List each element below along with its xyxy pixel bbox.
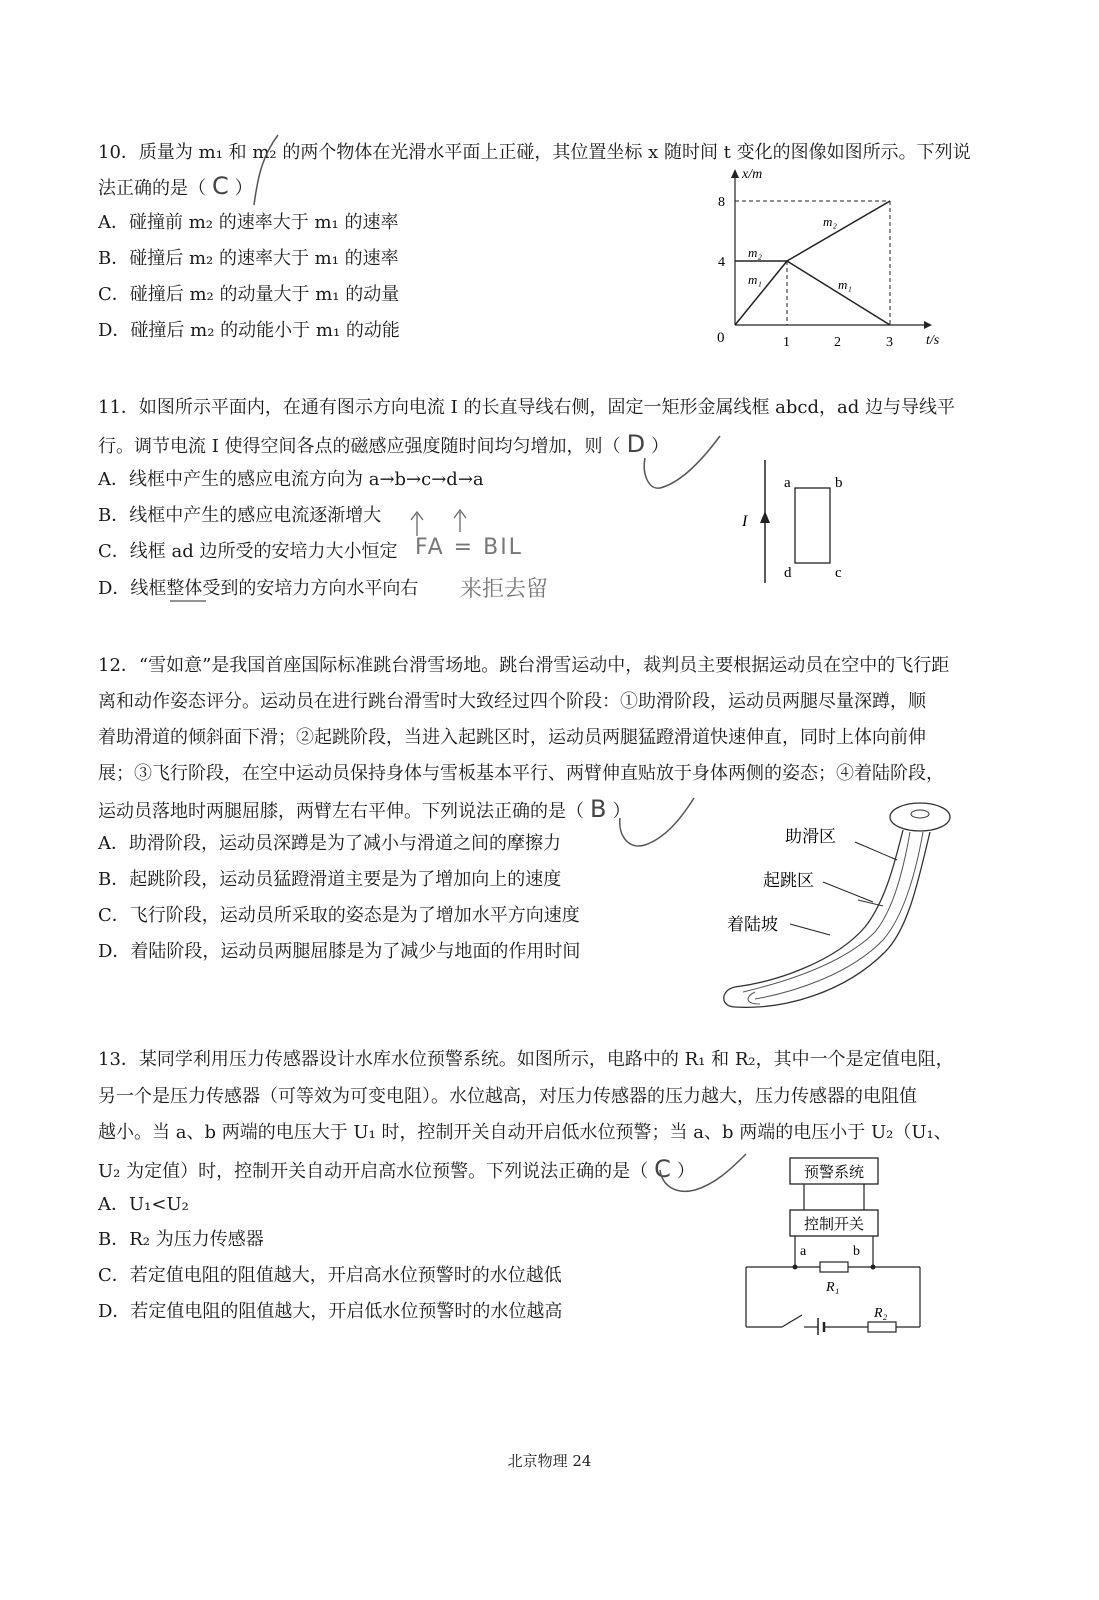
- vertex-d: d: [784, 565, 792, 581]
- slope-inner-right: [755, 832, 923, 999]
- leader-takeoff: [823, 882, 873, 902]
- q12-option-c: C．飞行阶段，运动员所采取的姿态是为了增加水平方向速度: [98, 905, 580, 926]
- q11-stem-end: ）: [651, 436, 670, 457]
- m1-before-line: [735, 261, 787, 325]
- control-switch-label: 控制开关: [803, 1215, 865, 1233]
- q12-stem-line4: 展；③飞行阶段，在空中运动员保持身体与雪板基本平行、两臂伸直贴放于身体两侧的姿态；④着陆阶段，: [98, 763, 944, 784]
- q12-stem-line5-text: 运动员落地时两腿屈膝，两臂左右平伸。下列说法正确的是（: [98, 801, 584, 822]
- q13-stem-line2: 另一个是压力传感器（可等效为可变电阻）。水位越高，对压力传感器的压力越大，压力传感器的电阻值: [98, 1086, 917, 1107]
- rect-loop-abcd: [795, 488, 830, 563]
- q10-option-a: A．碰撞前 m₂ 的速率大于 m₁ 的速率: [98, 212, 399, 233]
- platform-hole: [911, 810, 929, 818]
- x-axis-label: t/s: [926, 333, 940, 348]
- q12-stem-line5: [98, 797, 630, 824]
- q10-handwritten-answer: C: [212, 172, 229, 200]
- label-m1-before: m₁: [748, 272, 762, 287]
- q10-option-d: D．碰撞后 m₂ 的动能小于 m₁ 的动能: [98, 320, 400, 341]
- x-tick-3: 3: [886, 335, 893, 350]
- terminal-b: b: [853, 1244, 860, 1259]
- q10-stem-line2-text: 法正确的是（: [98, 178, 206, 199]
- q11-underline-mark: [168, 598, 208, 604]
- q13-stem-line1: 13．某同学利用压力传感器设计水库水位预警系统。如图所示，电路中的 R₁ 和 R₂，其中一个是定值电阻，: [98, 1049, 954, 1070]
- q11-handwritten-formula: FA = BIL: [415, 535, 523, 560]
- x-tick-2: 2: [834, 335, 841, 350]
- q13-circuit-figure: [740, 1155, 930, 1335]
- q11-handwritten-note: 来拒去留: [460, 577, 549, 602]
- vertex-b: b: [835, 475, 843, 491]
- terminal-a: a: [800, 1244, 807, 1259]
- node-b: [871, 1265, 876, 1270]
- q11-stem-line2: [98, 432, 669, 459]
- leader-landing: [790, 924, 830, 935]
- q12-ski-jump-figure: [715, 792, 975, 1017]
- switch-blade: [782, 1315, 802, 1327]
- q11-handwritten-arrows: [405, 508, 475, 538]
- q12-stem-end: ）: [612, 801, 631, 822]
- q11-option-b: B．线框中产生的感应电流逐渐增大: [98, 505, 382, 526]
- q12-handwritten-check: [610, 790, 700, 855]
- q11-handwritten-answer: D: [626, 430, 646, 458]
- label-landing-slope: 着陆坡: [727, 915, 778, 935]
- q10-option-b: B．碰撞后 m₂ 的速率大于 m₁ 的速率: [98, 248, 399, 269]
- y-tick-8: 8: [718, 195, 725, 210]
- q13-handwritten-check: [650, 1150, 750, 1200]
- q10-handwritten-check: [248, 130, 288, 210]
- label-m2-before: m₂: [748, 245, 762, 260]
- current-label: I: [742, 513, 748, 530]
- q12-handwritten-answer: B: [590, 795, 607, 823]
- resistor-r1: [820, 1262, 848, 1272]
- vertex-a: a: [784, 475, 791, 491]
- slope-inner-left: [743, 832, 910, 992]
- q13-option-b: B．R₂ 为压力传感器: [98, 1229, 264, 1250]
- vertex-c: c: [835, 565, 842, 581]
- q12-option-b: B．起跳阶段，运动员猛蹬滑道主要是为了增加向上的速度: [98, 869, 562, 890]
- r2-label: R₂: [874, 1306, 888, 1321]
- q11-option-d: D．线框整体受到的安培力方向水平向右: [98, 578, 419, 599]
- q13-option-d: D．若定值电阻的阻值越大，开启低水位预警时的水位越高: [98, 1301, 563, 1322]
- node-a: [793, 1265, 798, 1270]
- q12-option-d: D．着陆阶段，运动员两腿屈膝是为了减少与地面的作用时间: [98, 941, 581, 962]
- current-arrow-icon: [760, 511, 770, 523]
- up-arrow-icon: [454, 510, 466, 532]
- label-m2-after: m₂: [823, 214, 837, 229]
- page-footer: 北京物理 24: [507, 1452, 592, 1470]
- q11-option-c: C．线框 ad 边所受的安培力大小恒定: [98, 541, 398, 562]
- q13-handwritten-answer: C: [654, 1155, 671, 1183]
- q10-stem-line2: [98, 174, 253, 201]
- x-axis-arrow-icon: [924, 321, 932, 329]
- label-m1-after: m₁: [838, 277, 852, 292]
- m2-after-line: [787, 201, 890, 261]
- q11-wire-loop-figure: [730, 455, 860, 590]
- q11-stem-line1: 11．如图所示平面内，在通有图示方向电流 I 的长直导线右侧，固定一矩形金属线框 abcd，ad 边与导线平: [98, 397, 956, 418]
- warning-system-label: 预警系统: [803, 1163, 865, 1181]
- q13-stem-line4-text: U₂ 为定值）时，控制开关自动开启高水位预警。下列说法正确的是（: [98, 1161, 649, 1182]
- q13-stem-line4: [98, 1157, 695, 1184]
- q13-option-c: C．若定值电阻的阻值越大，开启高水位预警时的水位越低: [98, 1265, 562, 1286]
- label-takeoff-zone: 起跳区: [763, 871, 814, 891]
- q12-option-a: A．助滑阶段，运动员深蹲是为了减小与滑道之间的摩擦力: [98, 833, 561, 854]
- q10-option-c: C．碰撞后 m₂ 的动量大于 m₁ 的动量: [98, 284, 400, 305]
- y-axis-label: x/m: [742, 167, 763, 182]
- q13-option-a: A．U₁<U₂: [98, 1194, 189, 1215]
- q11-handwritten-check: [630, 428, 730, 498]
- up-arrow-icon: [411, 512, 423, 536]
- m1-after-line: [787, 261, 890, 325]
- q10-stem-line1: 10．质量为 m₁ 和 m₂ 的两个物体在光滑水平面上正碰，其位置坐标 x 随时间 t 变化的图像如图所示。下列说: [98, 142, 971, 163]
- q10-xt-graph: [700, 160, 960, 360]
- q13-stem-end: ）: [676, 1161, 695, 1182]
- y-axis-arrow-icon: [731, 169, 739, 178]
- q13-stem-line3: 越小。当 a、b 两端的电压大于 U₁ 时，控制开关自动开启低水位预警；当 a、b 两端的电压小于 U₂（U₁、: [98, 1122, 952, 1143]
- q12-stem-line3: 着助滑道的倾斜面下滑；②起跳阶段，当进入起跳区时，运动员两腿猛蹬滑道快速伸直，同时上体向前伸: [98, 727, 926, 748]
- q11-stem-line2-text: 行。调节电流 I 使得空间各点的磁感应强度随时间均匀增加，则（: [98, 436, 621, 457]
- origin-label: 0: [717, 330, 725, 346]
- q10-stem-end: ）: [234, 178, 253, 199]
- q12-stem-line1: 12．“雪如意”是我国首座国际标准跳台滑雪场地。跳台滑雪运动中，裁判员主要根据运动员在空中的飞行距: [98, 655, 950, 676]
- top-platform: [890, 803, 950, 831]
- x-tick-1: 1: [783, 335, 790, 350]
- q11-option-a: A．线框中产生的感应电流方向为 a→b→c→d→a: [98, 469, 484, 490]
- y-tick-4: 4: [718, 255, 725, 270]
- resistor-r2: [868, 1322, 896, 1332]
- r1-label: R₁: [826, 1280, 840, 1295]
- label-runup-zone: 助滑区: [785, 827, 836, 847]
- q12-stem-line2: 离和动作姿态评分。运动员在进行跳台滑雪时大致经过四个阶段：①助滑阶段，运动员两腿尽量深蹲，顺: [98, 691, 926, 712]
- leader-runup: [855, 842, 897, 860]
